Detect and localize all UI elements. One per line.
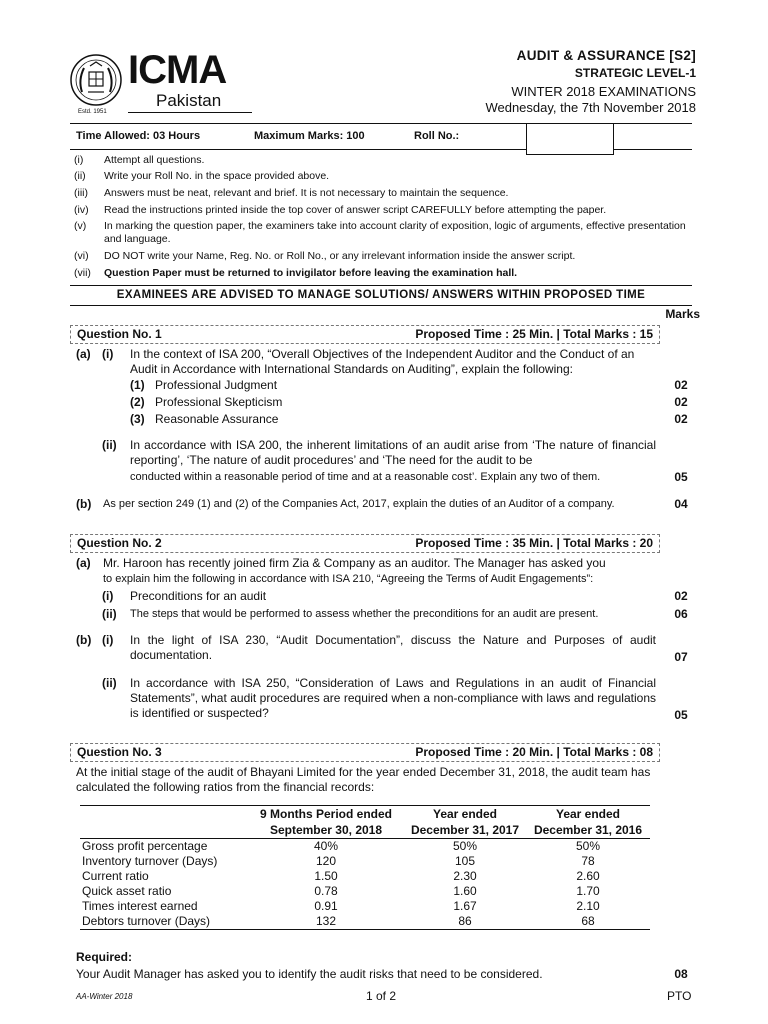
question-title: Question No. 2 — [77, 536, 162, 550]
column-header: December 31, 2016 — [526, 822, 650, 839]
logo-established: Estd. 1951 — [78, 109, 107, 115]
question-text: In accordance with ISA 200, the inherent limitations of an audit arise from ‘The nature of financial reporting’, ‘The nature of audit procedures’ and ‘The need for the audit to be — [130, 438, 656, 467]
paper-title: AUDIT & ASSURANCE [S2] — [516, 48, 696, 63]
ratio-value: 86 — [404, 914, 526, 930]
column-header: Year ended — [404, 806, 526, 823]
roll-no-box — [526, 124, 614, 155]
logo-rule — [128, 112, 252, 113]
column-header: December 31, 2017 — [404, 822, 526, 839]
question-text: to explain him the following in accordance with ISA 210, “Agreeing the Terms of Audit Engagements”: — [103, 573, 594, 585]
pto-note: PTO — [667, 989, 692, 1003]
subpart-label: (i) — [102, 347, 114, 361]
question-text: In the context of ISA 200, “Overall Objectives of the Independent Auditor and the Conduct of an Audit in Accordance with International Standards on Auditing”, explain the following: — [130, 347, 635, 376]
instruction-text: Read the instructions printed inside the top cover of answer script CAREFULLY before attempting the paper. — [104, 204, 607, 216]
ratio-value: 1.67 — [453, 899, 477, 913]
marks-value: 04 — [674, 497, 688, 511]
ratio-value: 40% — [313, 839, 339, 853]
ratio-value: 105 — [454, 854, 476, 868]
item-text: Professional Judgment — [155, 378, 278, 392]
marks-value: 02 — [674, 395, 688, 409]
item-text: Reasonable Assurance — [155, 412, 279, 426]
question-text: In the light of ISA 230, “Audit Documentation”, discuss the Nature and Purposes of audit documentation. — [130, 633, 656, 662]
instruction-text: In marking the question paper, the examiners take into account clarity of exposition, logic of arguments, effective presentation and language. — [104, 220, 686, 245]
exam-session: WINTER 2018 EXAMINATIONS — [511, 84, 696, 99]
column-header: September 30, 2018 — [248, 822, 404, 839]
ratio-label: Times interest earned — [82, 899, 198, 913]
instruction-text: Answers must be neat, relevant and brief. It is not necessary to maintain the sequence. — [104, 187, 509, 199]
table-row — [80, 914, 650, 930]
ratio-label: Current ratio — [82, 869, 149, 883]
ratio-value: 0.91 — [314, 899, 338, 913]
ratio-value: 1.60 — [453, 884, 477, 898]
question-text: conducted within a reasonable period of time and at a reasonable cost’. Explain any two of them. — [130, 471, 601, 483]
part-label: (a) — [76, 347, 91, 361]
question-2-header — [70, 534, 660, 553]
time-advice-banner: EXAMINEES ARE ADVISED TO MANAGE SOLUTIONS/ ANSWERS WITHIN PROPOSED TIME — [70, 285, 692, 306]
ratio-value: 2.30 — [453, 869, 477, 883]
instruction-text: Attempt all questions. — [104, 154, 205, 166]
subpart-label: (ii) — [102, 438, 117, 452]
question-time-marks: Proposed Time : 20 Min. | Total Marks : 08 — [415, 745, 653, 759]
instruction-number: (iv) — [74, 204, 89, 216]
marks-value: 07 — [674, 650, 688, 664]
part-label: (b) — [76, 497, 92, 511]
page-number: 1 of 2 — [366, 989, 397, 1003]
instruction-text: Write your Roll No. in the space provided above. — [104, 170, 330, 182]
instruction-number: (i) — [74, 154, 84, 166]
question-time-marks: Proposed Time : 25 Min. | Total Marks : 15 — [415, 327, 653, 341]
icma-crest-icon — [68, 52, 124, 108]
table-row — [80, 839, 650, 855]
question-text: Mr. Haroon has recently joined firm Zia & Company as an auditor. The Manager has asked you — [103, 556, 606, 570]
question-text: The steps that would be performed to assess whether the preconditions for an audit are present. — [130, 608, 599, 620]
marks-value: 06 — [674, 607, 688, 621]
instruction-text: Question Paper must be returned to invigilator before leaving the examination hall. — [104, 267, 518, 279]
logo-wordmark: ICMA — [128, 48, 227, 92]
marks-value: 05 — [674, 470, 688, 484]
table-row — [80, 884, 650, 899]
maximum-marks: Maximum Marks: 100 — [254, 130, 365, 142]
required-text: Your Audit Manager has asked you to identify the audit risks that need to be considered. — [76, 967, 543, 981]
ratio-value: 120 — [315, 854, 337, 868]
subpart-label: (i) — [102, 589, 114, 603]
question-1-header — [70, 325, 660, 344]
time-allowed: Time Allowed: 03 Hours — [76, 130, 201, 142]
roll-no-label: Roll No.: — [414, 130, 460, 142]
column-header: 9 Months Period ended — [248, 806, 404, 823]
table-row — [80, 899, 650, 914]
part-label: (a) — [76, 556, 91, 570]
question-time-marks: Proposed Time : 35 Min. | Total Marks : 20 — [415, 536, 653, 550]
marks-value: 02 — [674, 378, 688, 392]
ratio-label: Quick asset ratio — [82, 884, 172, 898]
question-text: Preconditions for an audit — [130, 589, 267, 603]
instruction-number: (iii) — [74, 187, 88, 199]
ratio-value: 0.78 — [314, 884, 338, 898]
table-row — [80, 869, 650, 884]
ratio-label: Debtors turnover (Days) — [80, 914, 248, 930]
ratio-value: 1.70 — [576, 884, 600, 898]
marks-value: 05 — [674, 708, 688, 722]
question-text: As per section 249 (1) and (2) of the Companies Act, 2017, explain the duties of an Auditor of a company. — [103, 498, 615, 510]
required-label: Required: — [76, 950, 133, 964]
ratio-value: 78 — [581, 854, 595, 868]
item-number: (3) — [130, 412, 145, 426]
ratio-value: 2.10 — [576, 899, 600, 913]
marks-value: 02 — [674, 589, 688, 603]
ratio-value: 68 — [526, 914, 650, 930]
table-row — [80, 854, 650, 869]
time-marks-bar — [70, 123, 692, 150]
marks-value: 02 — [674, 412, 688, 426]
ratio-value: 2.60 — [576, 869, 600, 883]
instruction-number: (ii) — [74, 170, 86, 182]
marks-value: 08 — [674, 967, 688, 981]
ratio-value: 50% — [575, 839, 601, 853]
item-number: (2) — [130, 395, 145, 409]
subpart-label: (i) — [102, 633, 114, 647]
question-title: Question No. 3 — [77, 745, 162, 759]
column-header: Year ended — [526, 806, 650, 823]
ratio-value: 50% — [452, 839, 478, 853]
part-label: (b) — [76, 633, 92, 647]
ratios-table — [80, 805, 650, 930]
instruction-text: DO NOT write your Name, Reg. No. or Roll No., or any irrelevant information inside the answer script. — [104, 250, 576, 262]
ratio-value: 132 — [248, 914, 404, 930]
question-title: Question No. 1 — [77, 327, 162, 341]
item-number: (1) — [130, 378, 145, 392]
ratio-label: Inventory turnover (Days) — [82, 854, 218, 868]
ratio-label: Gross profit percentage — [82, 839, 208, 853]
subpart-label: (ii) — [102, 607, 117, 621]
instruction-number: (vii) — [74, 267, 91, 279]
question-text: In accordance with ISA 250, “Consideration of Laws and Regulations in an audit of Financial Statements”, what audit procedures are required when a non-compliance with laws and regulations is identified or suspected? — [130, 676, 656, 720]
paper-level: STRATEGIC LEVEL-1 — [574, 66, 696, 80]
subpart-label: (ii) — [102, 676, 117, 690]
instruction-number: (v) — [74, 220, 87, 232]
logo-country: Pakistan — [156, 91, 222, 110]
paper-code: AA-Winter 2018 — [76, 992, 133, 1001]
instruction-number: (vi) — [74, 250, 89, 262]
question-3-header — [70, 743, 660, 762]
item-text: Professional Skepticism — [155, 395, 283, 409]
question-text: At the initial stage of the audit of Bhayani Limited for the year ended December 31, 2018, the audit team has calculated the following ratios from the financial records: — [76, 765, 651, 794]
ratio-value: 1.50 — [314, 869, 338, 883]
marks-column-heading: Marks — [665, 307, 700, 321]
exam-date: Wednesday, the 7th November 2018 — [485, 100, 696, 115]
